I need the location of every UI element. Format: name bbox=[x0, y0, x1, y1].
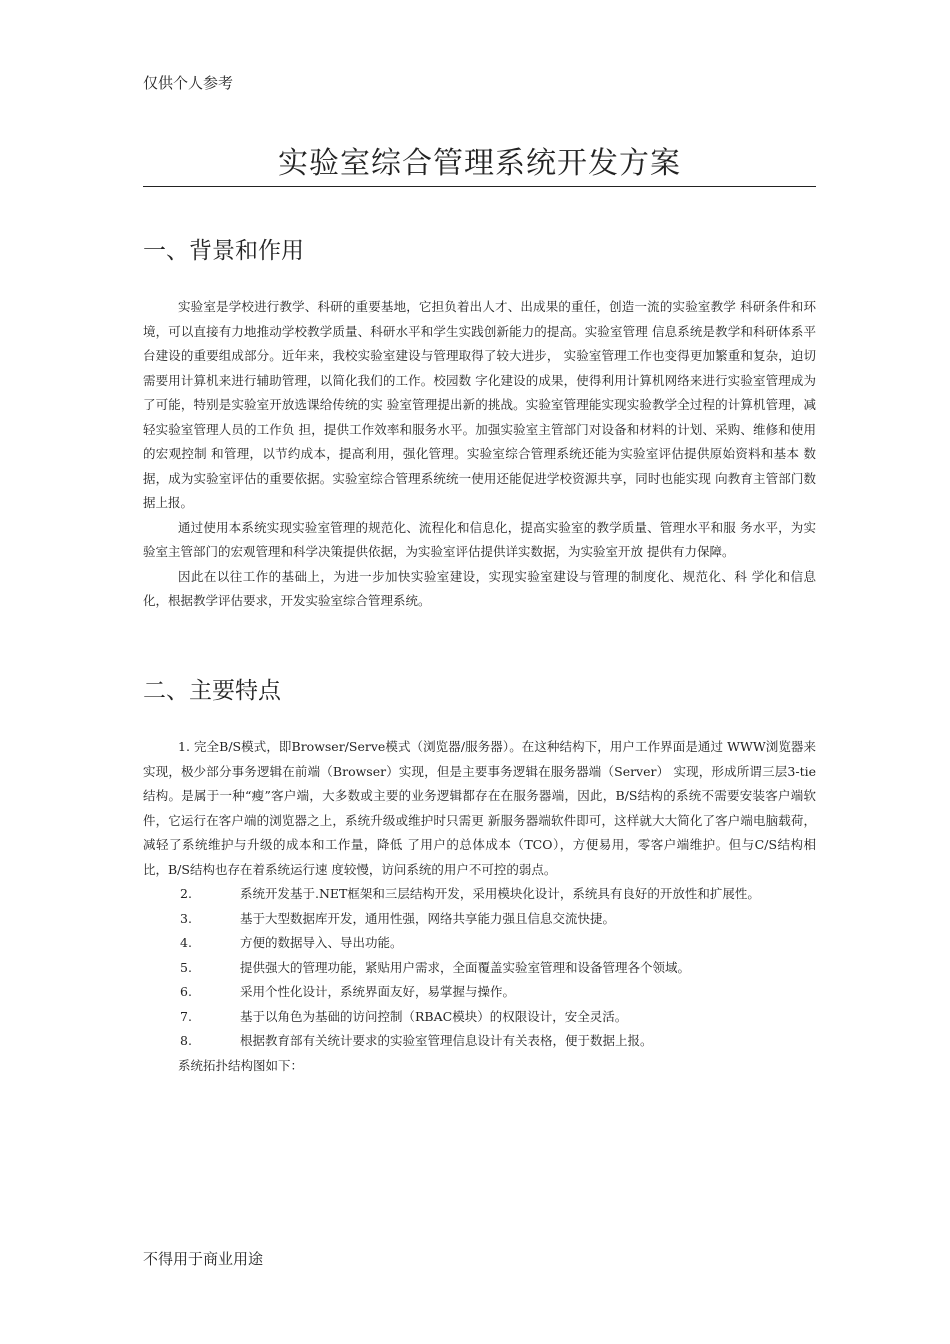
list-text: 基于以角色为基础的访问控制（RBAC模块）的权限设计，安全灵活。 bbox=[240, 1008, 628, 1024]
list-number: 4. bbox=[180, 935, 192, 950]
list-item bbox=[143, 882, 816, 907]
list-item bbox=[143, 1029, 816, 1054]
section-heading-background: 一、背景和作用 bbox=[143, 238, 304, 264]
list-number: 7. bbox=[180, 1008, 192, 1024]
list-number: 3. bbox=[180, 910, 192, 926]
document-title: 实验室综合管理系统开发方案 bbox=[143, 138, 816, 187]
paragraph: 因此在以往工作的基础上，为进一步加快实验室建设，实现实验室建设与管理的制度化、规范化、科 学化和信息化，根据教学评估要求，开发实验室综合管理系统。 bbox=[143, 568, 816, 608]
feature-list bbox=[143, 882, 816, 1054]
list-text: 提供强大的管理功能，紧贴用户需求，全面覆盖实验室管理和设备管理各个领域。 bbox=[240, 959, 691, 975]
list-item bbox=[143, 931, 816, 956]
list-text: 系统开发基于.NET框架和三层结构开发，采用模块化设计，系统具有良好的开放性和扩展性。 bbox=[240, 886, 760, 901]
list-text: 采用个性化设计，系统界面友好，易掌握与操作。 bbox=[240, 984, 516, 999]
list-item bbox=[143, 907, 816, 932]
topology-intro: 系统拓扑结构图如下： bbox=[178, 1057, 304, 1073]
list-number: 8. bbox=[180, 1033, 192, 1048]
paragraph: 通过使用本系统实现实验室管理的规范化、流程化和信息化，提高实验室的教学质量、管理水平和服 务水平，为实验室主管部门的宏观管理和科学决策提供依据，为实验室评估提供详实数据，为实验室开放 提供有力保障。 bbox=[143, 519, 816, 559]
list-number: 6. bbox=[180, 984, 192, 999]
list-text: 方便的数据导入、导出功能。 bbox=[240, 935, 403, 950]
footer-note: 不得用于商业用途 bbox=[143, 1250, 264, 1268]
list-number: 5. bbox=[180, 959, 192, 975]
list-item bbox=[143, 980, 816, 1005]
section-features-body bbox=[143, 735, 816, 1078]
section-background-body bbox=[143, 295, 816, 614]
list-item bbox=[143, 1005, 816, 1030]
list-text: 根据教育部有关统计要求的实验室管理信息设计有关表格，便于数据上报。 bbox=[240, 1033, 653, 1048]
list-text: 基于大型数据库开发，通用性强，网络共享能力强且信息交流快捷。 bbox=[240, 910, 616, 926]
paragraph: 实验室是学校进行教学、科研的重要基地，它担负着出人才、出成果的重任，创造一流的实验室教学 科研条件和环境，可以直接有力地推动学校教学质量、科研水平和学生实践创新能力的提高。实验室管理 信息系统是教学和科研体系平台建设的重要组成部分。近年来，我校实验室建设与管理取得了较大进步， 实验室管理工作也变得更加繁重和复杂，迫切需要用计算机来进行辅助管理，以简化我们的工作。校园数 字化建设的成果，使得利用计算机网络来进行实验室管理成为了可能，特别是实验室开放选课给传统的实 验室管理提出新的挑战。实验室管理能实现实验教学全过程的计算机管理，减轻实验室管理人员的工作负 担，提供工作效率和服务水平。加强实验室主管部门对设备和材料的计划、采购、维修和使用的宏观控制 和管理，以节约成本，提高利用，强化管理。实验室综合管理系统还能为实验室评估提供原始资料和基本 数据，成为实验室评估的重要依据。实验室综合管理系统统一使用还能促进学校资源共享，同时也能实现 向教育主管部门数据上报。 bbox=[143, 299, 816, 510]
header-note: 仅供个人参考 bbox=[143, 74, 234, 92]
list-number: 2. bbox=[180, 886, 192, 901]
section-heading-features: 二、主要特点 bbox=[143, 678, 281, 704]
feature-item-1: 1. 完全B/S模式，即Browser/Serve模式（浏览器/服务器）。在这种结构下，用户工作界面是通过 WWW浏览器来实现，极少部分事务逻辑在前端（Browser）实现，但是主要事务逻辑在服务器端（Server） 实现，形成所谓三层3-tie结构。是属于一种“瘦”客户端，大多数或主要的业务逻辑都存在在服务器端，因此，B/S结构的系统不需要安装客户端软件，它运行在客户端的浏览器之上，系统升级或维护时只需更 新服务器端软件即可，这样就大大简化了客户端电脑载荷，减轻了系统维护与升级的成本和工作量，降低 了用户的总体成本（TCO），方便易用，零客户端维护。但与C/S结构相比，B/S结构也存在着系统运行速 度较慢，访问系统的用户不可控的弱点。 bbox=[143, 739, 816, 877]
list-item bbox=[143, 956, 816, 981]
